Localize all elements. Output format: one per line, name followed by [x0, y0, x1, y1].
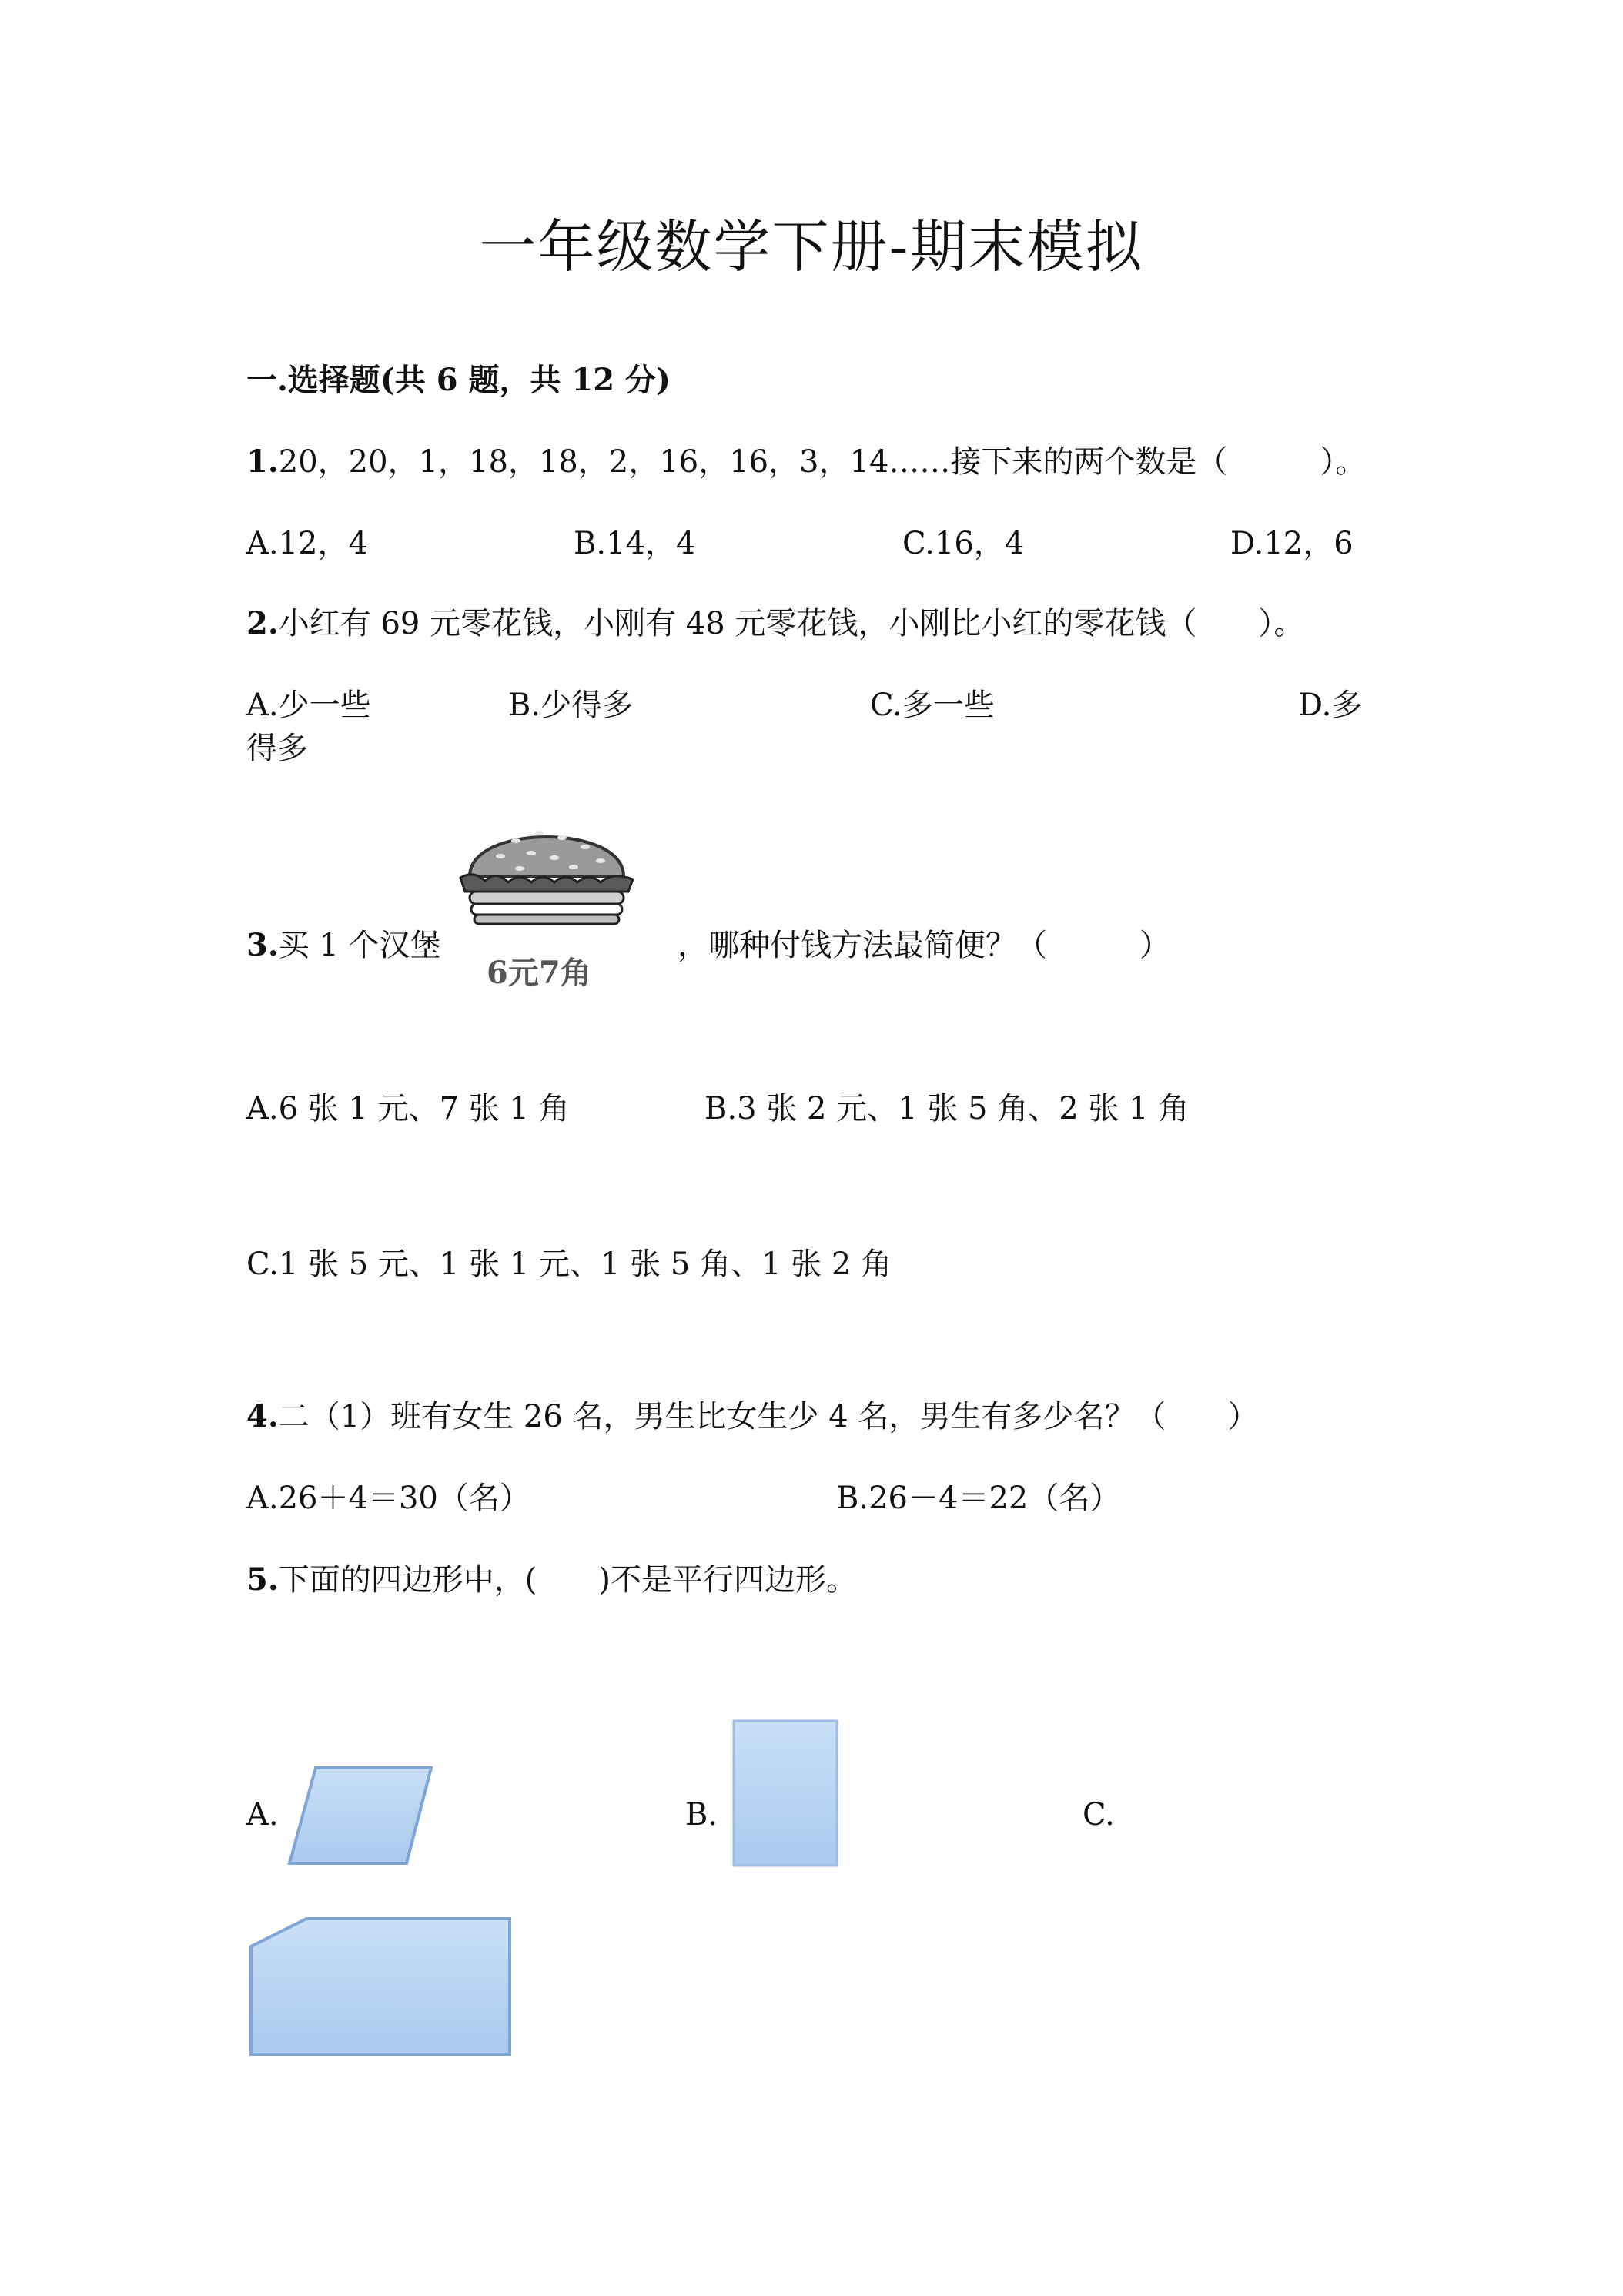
- question-2: [246, 599, 1304, 643]
- question-4-option-a[interactable]: A.26＋4＝30（名）: [246, 1481, 530, 1516]
- question-3-option-b[interactable]: B.3 张 2 元、1 张 5 角、2 张 1 角: [704, 1091, 1190, 1126]
- question-3: [246, 921, 441, 965]
- question-2-text: 小红有 69 元零花钱，小刚有 48 元零花钱，小刚比小红的零花钱（ ）。: [278, 606, 1305, 641]
- question-1-option-d[interactable]: D.12，6: [1230, 526, 1354, 561]
- question-3-option-a[interactable]: A.6 张 1 元、7 张 1 角: [246, 1091, 570, 1126]
- question-4-option-b[interactable]: B.26－4＝22（名）: [836, 1481, 1121, 1516]
- question-2-option-c[interactable]: C.多一些: [870, 688, 995, 723]
- question-5: [246, 1555, 857, 1599]
- question-4-number: 4.: [246, 1398, 279, 1434]
- hamburger-bun-bottom: [471, 904, 622, 915]
- parallelogram-shape: [285, 1765, 439, 1868]
- question-5-option-c[interactable]: C.: [1083, 1797, 1115, 1832]
- question-5-option-a[interactable]: A.: [246, 1797, 279, 1832]
- section-heading: 一.选择题(共 6 题，共 12 分): [246, 362, 671, 398]
- question-2-number: 2.: [246, 605, 279, 641]
- question-2-option-b[interactable]: B.少得多: [508, 688, 634, 723]
- hamburger-icon: [447, 793, 647, 947]
- pentagon-shape: [248, 1916, 514, 2059]
- question-5-number: 5.: [246, 1561, 279, 1598]
- question-3-option-c[interactable]: C.1 张 5 元、1 张 1 元、1 张 5 角、1 张 2 角: [246, 1247, 892, 1282]
- question-2-option-d-wrap: 得多: [246, 731, 308, 766]
- question-1-number: 1.: [246, 443, 279, 480]
- rectangle-shape: [731, 1719, 839, 1868]
- question-3-number: 3.: [246, 927, 279, 963]
- question-4: [246, 1392, 1258, 1436]
- hamburger-price-label: 6元7角: [487, 955, 591, 991]
- question-4-text: 二（1）班有女生 26 名，男生比女生少 4 名，男生有多少名？（ ）: [278, 1399, 1259, 1434]
- question-3-text-before: 买 1 个汉堡: [278, 928, 441, 963]
- question-1-text: 20，20，1，18，18，2，16，16，3，14……接下来的两个数是（ ）。: [278, 444, 1367, 480]
- question-2-option-a[interactable]: A.少一些: [246, 688, 371, 723]
- question-3-text-after: ，哪种付钱方法最简便？（ ）: [678, 928, 1170, 963]
- question-5-text: 下面的四边形中，( )不是平行四边形。: [278, 1562, 857, 1598]
- page-title: 一年级数学下册-期末模拟: [479, 214, 1144, 280]
- question-1-option-a[interactable]: A.12，4: [246, 526, 368, 561]
- question-1-option-b[interactable]: B.14，4: [574, 526, 696, 561]
- question-1-option-c[interactable]: C.16，4: [902, 526, 1025, 561]
- question-5-option-b[interactable]: B.: [685, 1797, 718, 1832]
- question-2-option-d[interactable]: D.多: [1298, 688, 1363, 723]
- question-1: [246, 437, 1366, 481]
- hamburger-plate: [474, 915, 619, 924]
- hamburger-patty: [470, 892, 624, 904]
- hamburger-bun-top: [470, 837, 624, 876]
